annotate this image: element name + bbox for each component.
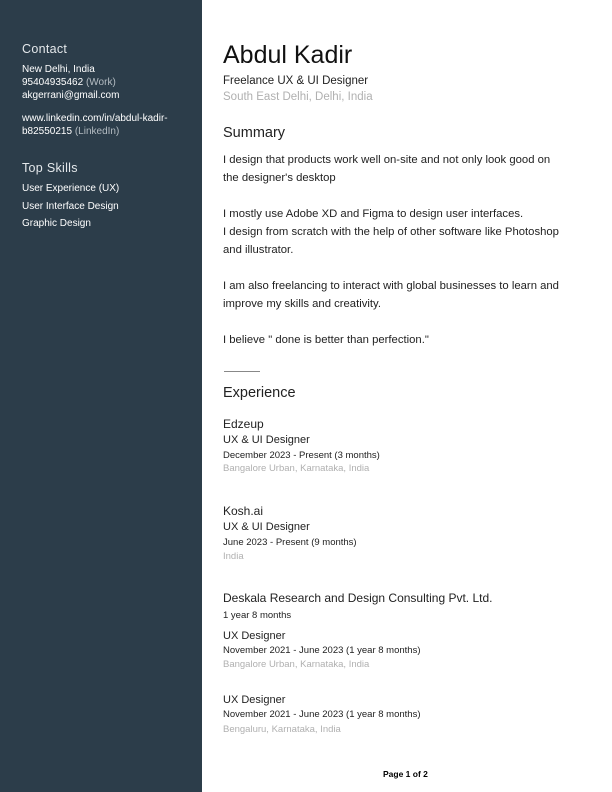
company-name: Deskala Research and Design Consulting Pvt. Ltd. [223, 591, 493, 605]
job-title: UX & UI Designer [223, 521, 310, 533]
summary-line: improve my skills and creativity. [223, 298, 381, 310]
job-title: UX & UI Designer [223, 434, 310, 446]
summary-line: the designer's desktop [223, 172, 336, 184]
contact-phone [22, 76, 116, 89]
job-location: Bengaluru, Karnataka, India [223, 724, 341, 735]
skills-heading: Top Skills [22, 161, 78, 175]
summary-line: I am also freelancing to interact with global businesses to learn and [223, 280, 559, 292]
summary-line: I design from scratch with the help of other software like Photoshop [223, 226, 559, 238]
linkedin-url[interactable]: www.linkedin.com/in/abdul-kadir- [22, 113, 168, 124]
phone-label: (Work) [85, 77, 116, 88]
page-number: Page 1 of 2 [383, 769, 428, 779]
profile-headline: Freelance UX & UI Designer [223, 75, 369, 87]
summary-line: I believe " done is better than perfection." [223, 334, 429, 346]
company-name: Kosh.ai [223, 504, 264, 518]
job-dates: December 2023 - Present (3 months) [223, 450, 380, 461]
job-location: India [223, 551, 244, 562]
company-name: Edzeup [223, 417, 264, 431]
job-dates: November 2021 - June 2023 (1 year 8 months) [223, 709, 421, 720]
experience-heading: Experience [223, 385, 296, 401]
profile-location: South East Delhi, Delhi, India [223, 91, 373, 103]
job-title: UX Designer [223, 694, 286, 706]
linkedin-id[interactable]: b82550215 [22, 126, 73, 137]
sidebar [0, 0, 202, 792]
summary-heading: Summary [223, 125, 286, 141]
job-title: UX Designer [223, 630, 286, 642]
contact-location: New Delhi, India [22, 64, 95, 75]
summary-line: and illustrator. [223, 244, 294, 256]
summary-line: I design that products work well on-site and not only look good on [223, 154, 551, 166]
job-location: Bangalore Urban, Karnataka, India [223, 463, 370, 474]
contact-heading: Contact [22, 42, 68, 56]
summary-line: I mostly use Adobe XD and Figma to design user interfaces. [223, 208, 524, 220]
section-divider [224, 371, 260, 372]
skill-item: User Interface Design [22, 201, 119, 212]
job-dates: November 2021 - June 2023 (1 year 8 months) [223, 645, 421, 656]
linkedin-label: (LinkedIn) [74, 126, 120, 137]
job-dates: June 2023 - Present (9 months) [223, 537, 357, 548]
skill-item: User Experience (UX) [22, 183, 120, 194]
phone-number: 95404935462 [22, 77, 84, 88]
contact-email[interactable]: akgerrani@gmail.com [22, 90, 120, 101]
profile-name: Abdul Kadir [223, 41, 353, 69]
job-location: Bangalore Urban, Karnataka, India [223, 659, 370, 670]
linkedin-url-cont[interactable] [22, 125, 119, 138]
skill-item: Graphic Design [22, 218, 91, 229]
company-duration: 1 year 8 months [223, 610, 292, 621]
